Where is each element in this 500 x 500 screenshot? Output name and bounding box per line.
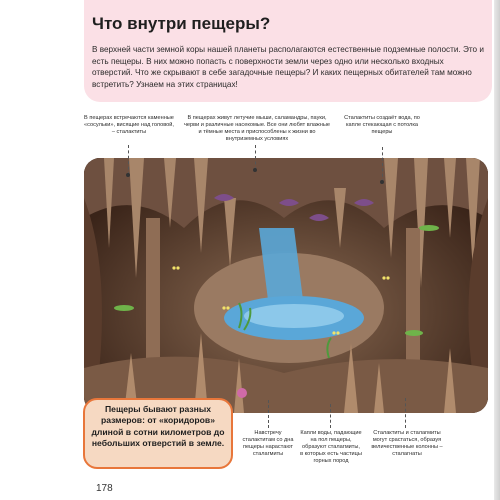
- leader-line: [128, 145, 129, 175]
- cave-illustration: [84, 158, 488, 413]
- leader-line: [405, 398, 406, 428]
- callout-stalactites-water: Сталактиты создаёт вода, по капле стекающая с потолка пещеры: [344, 115, 420, 135]
- fact-box-text: Пещеры бывают разных размеров: от «коридоров» длиной в сотни километров до небольших отверстий в земле.: [91, 404, 225, 449]
- page-number: 178: [96, 483, 113, 494]
- leader-line: [382, 147, 383, 182]
- callout-cave-animals: В пещерах живут летучие мыши, саламандры, пауки, черви и различные насекомые. Все они любят влажные и тёмные места и приспособлены к жизни во внутриземных условиях: [184, 115, 330, 142]
- callout-stalagmites: Навстречу сталактитам со дна пещеры нарастают сталагмиты: [242, 430, 294, 457]
- intro-text: В верхней части земной коры нашей планеты располагаются естественные подземные полости. Это и есть пещеры. В них можно попасть с поверхности земли через одно или несколько входных отверстий. Что же скрывают в себе загадочные пещеры? И каких пещерных обитателей там можно встретить? Узнаем на этих страницах!: [92, 45, 484, 89]
- page-title: Что внутри пещеры?: [92, 14, 271, 33]
- leader-line: [255, 145, 256, 170]
- callout-water-drops: Капли воды, падающие на пол пещеры, образуют сталагмиты, в которых есть частицы горных пород: [300, 430, 362, 464]
- leader-dot: [380, 180, 384, 184]
- page-edge: [494, 0, 500, 500]
- cave-drawing: [84, 158, 488, 413]
- leader-dot: [126, 173, 130, 177]
- leader-dot: [253, 168, 257, 172]
- leader-line: [330, 404, 331, 428]
- callout-stalagnates: Сталактиты и сталагмиты могут срастаться, образуя величественные колонны – сталагнаты: [371, 430, 443, 457]
- lake-highlight: [244, 304, 344, 328]
- small-creature: [237, 388, 247, 398]
- callout-stalactites-top: В пещерах встречаются каменные «сосульки», висящие над головой, – сталактиты: [84, 115, 174, 135]
- leader-line: [268, 400, 269, 428]
